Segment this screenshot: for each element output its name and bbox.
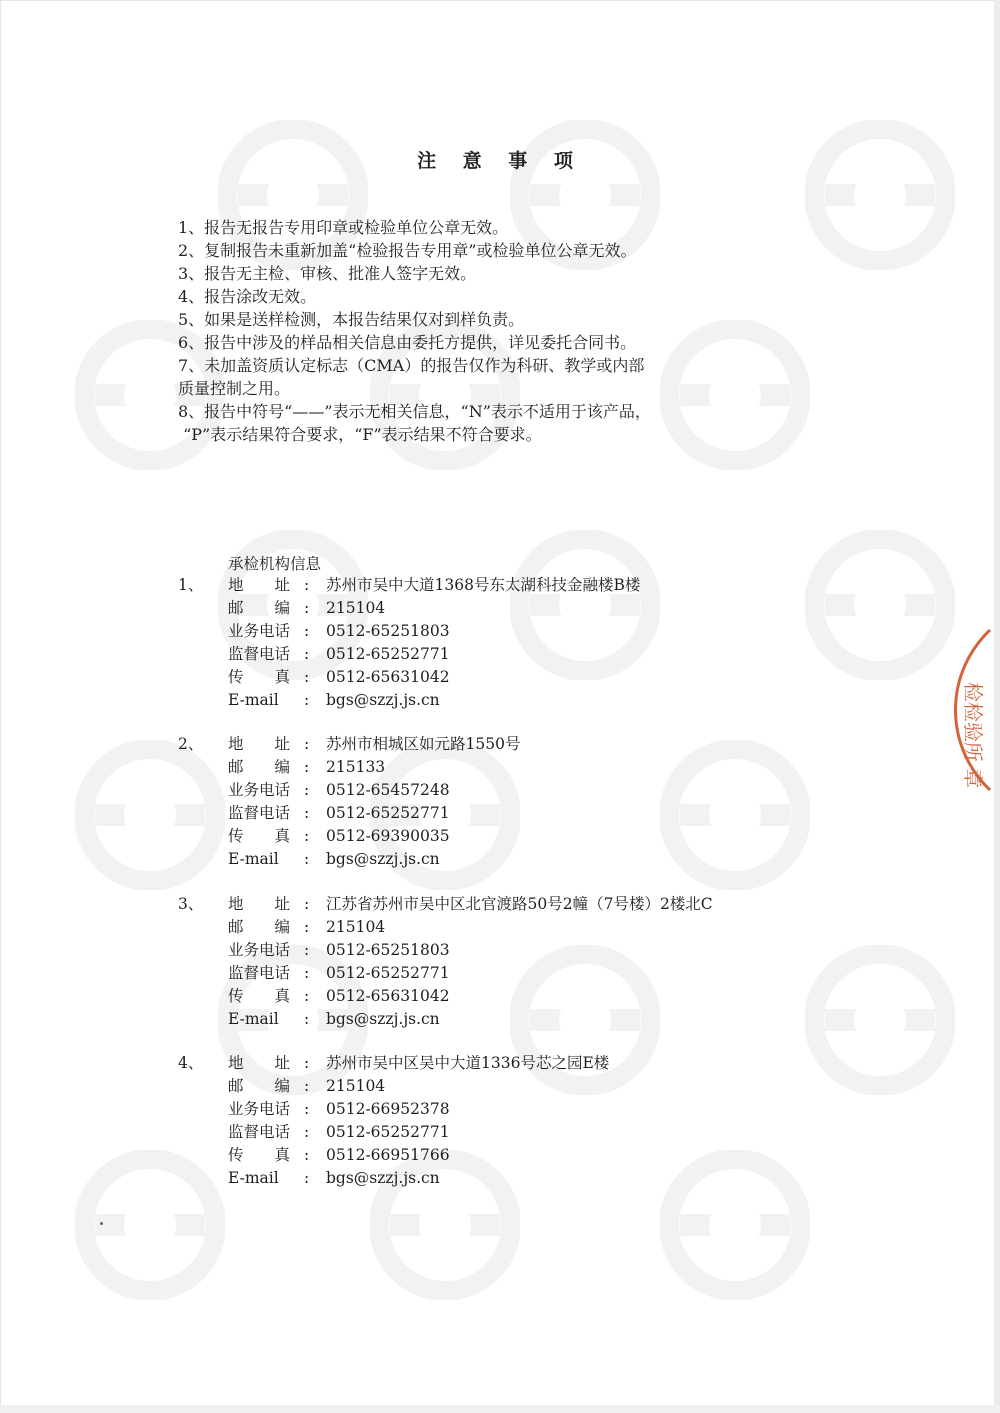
fax-label: 传 真 — [228, 827, 290, 845]
location-number: 4、 — [178, 1054, 204, 1072]
postcode-value: 215104 — [326, 599, 386, 617]
address-label: 地 址 — [228, 735, 290, 753]
colon: : — [304, 827, 310, 845]
postcode-label: 邮 编 — [228, 918, 290, 936]
business-phone-label: 业务电话 — [228, 941, 291, 959]
page-title: 注 意 事 项 — [417, 150, 583, 172]
watermark-logo-icon — [660, 1150, 810, 1300]
supervision-phone-label: 监督电话 — [228, 804, 291, 822]
business-phone-value: 0512-65251803 — [326, 622, 450, 640]
supervision-phone-label: 监督电话 — [228, 964, 291, 982]
address-label: 地 址 — [228, 895, 290, 913]
postcode-value: 215104 — [326, 918, 386, 936]
note-item-continuation: 质量控制之用。 — [178, 379, 291, 398]
note-item: 8、报告中符号“——”表示无相关信息，“N”表示不适用于该产品， — [178, 402, 651, 421]
supervision-phone-value: 0512-65252771 — [326, 645, 450, 663]
postcode-label: 邮 编 — [228, 599, 290, 617]
fax-value: 0512-65631042 — [326, 987, 450, 1005]
notes-list — [178, 216, 651, 446]
note-item: 2、复制报告未重新加盖“检验报告专用章”或检验单位公章无效。 — [178, 241, 637, 260]
supervision-phone-value: 0512-65252771 — [326, 804, 450, 822]
colon: : — [304, 691, 310, 709]
address-value: 苏州市吴中区吴中大道1336号芯之园E楼 — [326, 1054, 610, 1072]
colon: : — [304, 576, 310, 594]
fax-label: 传 真 — [228, 668, 290, 686]
watermark-logo-icon — [660, 740, 810, 890]
postcode-value: 215133 — [326, 758, 386, 776]
colon: : — [304, 645, 310, 663]
email-label: E-mail — [228, 1010, 279, 1028]
business-phone-label: 业务电话 — [228, 781, 291, 799]
watermark-logo-icon — [510, 530, 660, 680]
colon: : — [304, 987, 310, 1005]
colon: : — [304, 622, 310, 640]
scan-edge-right — [994, 0, 1000, 1413]
red-seal-stamp-icon — [930, 620, 1000, 800]
colon: : — [304, 781, 310, 799]
watermark-logo-icon — [75, 740, 225, 890]
supervision-phone-label: 监督电话 — [228, 1123, 291, 1141]
email-value: bgs@szzj.js.cn — [326, 691, 440, 709]
colon: : — [304, 1077, 310, 1095]
supervision-phone-value: 0512-65252771 — [326, 964, 450, 982]
address-value: 江苏省苏州市吴中区北官渡路50号2幢（7号楼）2楼北C — [326, 895, 713, 913]
colon: : — [304, 964, 310, 982]
address-label: 地 址 — [228, 576, 290, 594]
note-item: 1、报告无报告专用印章或检验单位公章无效。 — [178, 218, 509, 237]
colon: : — [304, 735, 310, 753]
fax-value: 0512-69390035 — [326, 827, 450, 845]
fax-value: 0512-66951766 — [326, 1146, 450, 1164]
location-number: 3、 — [178, 895, 204, 913]
email-label: E-mail — [228, 850, 279, 868]
org-info-heading: 承检机构信息 — [228, 555, 322, 573]
colon: : — [304, 758, 310, 776]
postcode-label: 邮 编 — [228, 758, 290, 776]
scan-edge-bottom — [0, 1405, 1000, 1413]
scan-speck — [100, 1222, 103, 1225]
fax-label: 传 真 — [228, 1146, 290, 1164]
watermark-logo-icon — [805, 945, 955, 1095]
fax-label: 传 真 — [228, 987, 290, 1005]
email-value: bgs@szzj.js.cn — [326, 1010, 440, 1028]
business-phone-label: 业务电话 — [228, 622, 291, 640]
location-number: 2、 — [178, 735, 204, 753]
colon: : — [304, 668, 310, 686]
colon: : — [304, 918, 310, 936]
note-item: 7、未加盖资质认定标志（CMA）的报告仅作为科研、教学或内部 — [178, 356, 645, 375]
colon: : — [304, 1054, 310, 1072]
email-value: bgs@szzj.js.cn — [326, 850, 440, 868]
colon: : — [304, 850, 310, 868]
address-value: 苏州市相城区如元路1550号 — [326, 735, 521, 753]
postcode-value: 215104 — [326, 1077, 386, 1095]
business-phone-value: 0512-66952378 — [326, 1100, 450, 1118]
email-label: E-mail — [228, 691, 279, 709]
fax-value: 0512-65631042 — [326, 668, 450, 686]
watermark-logo-icon — [660, 320, 810, 470]
business-phone-value: 0512-65457248 — [326, 781, 450, 799]
colon: : — [304, 941, 310, 959]
note-item: 5、如果是送样检测，本报告结果仅对到样负责。 — [178, 310, 525, 329]
note-item: 6、报告中涉及的样品相关信息由委托方提供，详见委托合同书。 — [178, 333, 637, 352]
watermark-logo-icon — [75, 1150, 225, 1300]
location-number: 1、 — [178, 576, 204, 594]
note-item: 3、报告无主检、审核、批准人签字无效。 — [178, 264, 477, 283]
colon: : — [304, 599, 310, 617]
colon: : — [304, 1169, 310, 1187]
colon: : — [304, 1146, 310, 1164]
business-phone-value: 0512-65251803 — [326, 941, 450, 959]
supervision-phone-label: 监督电话 — [228, 645, 291, 663]
colon: : — [304, 804, 310, 822]
email-label: E-mail — [228, 1169, 279, 1187]
email-value: bgs@szzj.js.cn — [326, 1169, 440, 1187]
address-label: 地 址 — [228, 1054, 290, 1072]
note-item: 4、报告涂改无效。 — [178, 287, 317, 306]
address-value: 苏州市吴中大道1368号东太湖科技金融楼B楼 — [326, 576, 641, 594]
colon: : — [304, 1100, 310, 1118]
business-phone-label: 业务电话 — [228, 1100, 291, 1118]
colon: : — [304, 1010, 310, 1028]
stamp-text: 检检验所 章 — [961, 682, 985, 789]
colon: : — [304, 1123, 310, 1141]
postcode-label: 邮 编 — [228, 1077, 290, 1095]
supervision-phone-value: 0512-65252771 — [326, 1123, 450, 1141]
note-item-continuation: “P”表示结果符合要求，“F”表示结果不符合要求。 — [178, 425, 542, 444]
colon: : — [304, 895, 310, 913]
watermark-logo-icon — [805, 120, 955, 270]
